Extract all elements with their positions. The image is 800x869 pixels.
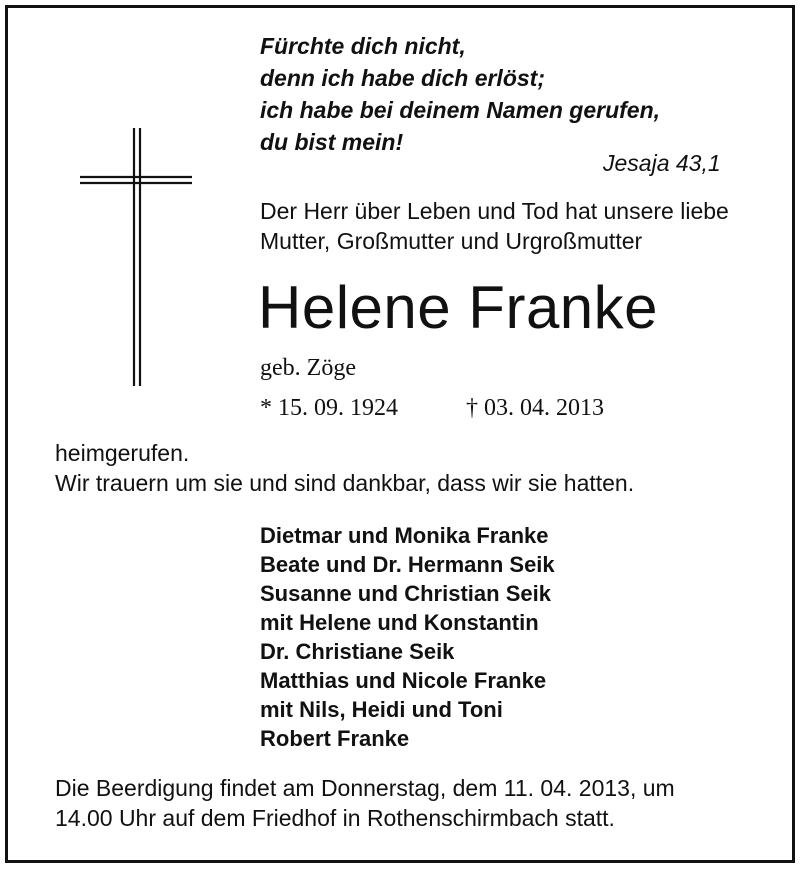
closing-line: Wir trauern um sie und sind dankbar, dass wir sie hatten. (55, 470, 635, 496)
intro-line: Der Herr über Leben und Tod hat unsere liebe (260, 198, 729, 224)
closing-line: heimgerufen. (55, 440, 190, 466)
mourner-entry: Matthias und Nicole Franke (260, 668, 547, 693)
deceased-name: Helene Franke (258, 274, 659, 341)
intro-text (260, 196, 729, 256)
bible-verse (260, 30, 660, 158)
mourner-entry: Robert Franke (260, 726, 410, 751)
verse-line: ich habe bei deinem Namen gerufen, (260, 97, 661, 123)
death-date: † 03. 04. 2013 (466, 395, 604, 421)
mourner-entry: mit Nils, Heidi und Toni (260, 697, 503, 722)
funeral-line: 14.00 Uhr auf dem Friedhof in Rothenschirmbach statt. (55, 805, 615, 831)
verse-line: du bist mein! (260, 129, 404, 155)
verse-line: denn ich habe dich erlöst; (260, 65, 545, 91)
maiden-name: geb. Zöge (260, 355, 356, 381)
cross-icon (80, 128, 192, 386)
intro-line: Mutter, Großmutter und Urgroßmutter (260, 228, 643, 254)
birth-date: * 15. 09. 1924 (260, 395, 398, 421)
funeral-line: Die Beerdigung findet am Donnerstag, dem 11. 04. 2013, um (55, 775, 675, 801)
mourner-entry: mit Helene und Konstantin (260, 610, 539, 635)
verse-line: Fürchte dich nicht, (260, 33, 466, 59)
funeral-notice (55, 773, 675, 833)
mourner-entry: Susanne und Christian Seik (260, 581, 551, 606)
mourner-entry: Beate und Dr. Hermann Seik (260, 552, 555, 577)
mourner-entry: Dietmar und Monika Franke (260, 523, 549, 548)
mourner-entry: Dr. Christiane Seik (260, 639, 455, 664)
mourners-list (260, 521, 555, 753)
verse-reference: Jesaja 43,1 (603, 150, 721, 176)
closing-text (55, 438, 634, 498)
